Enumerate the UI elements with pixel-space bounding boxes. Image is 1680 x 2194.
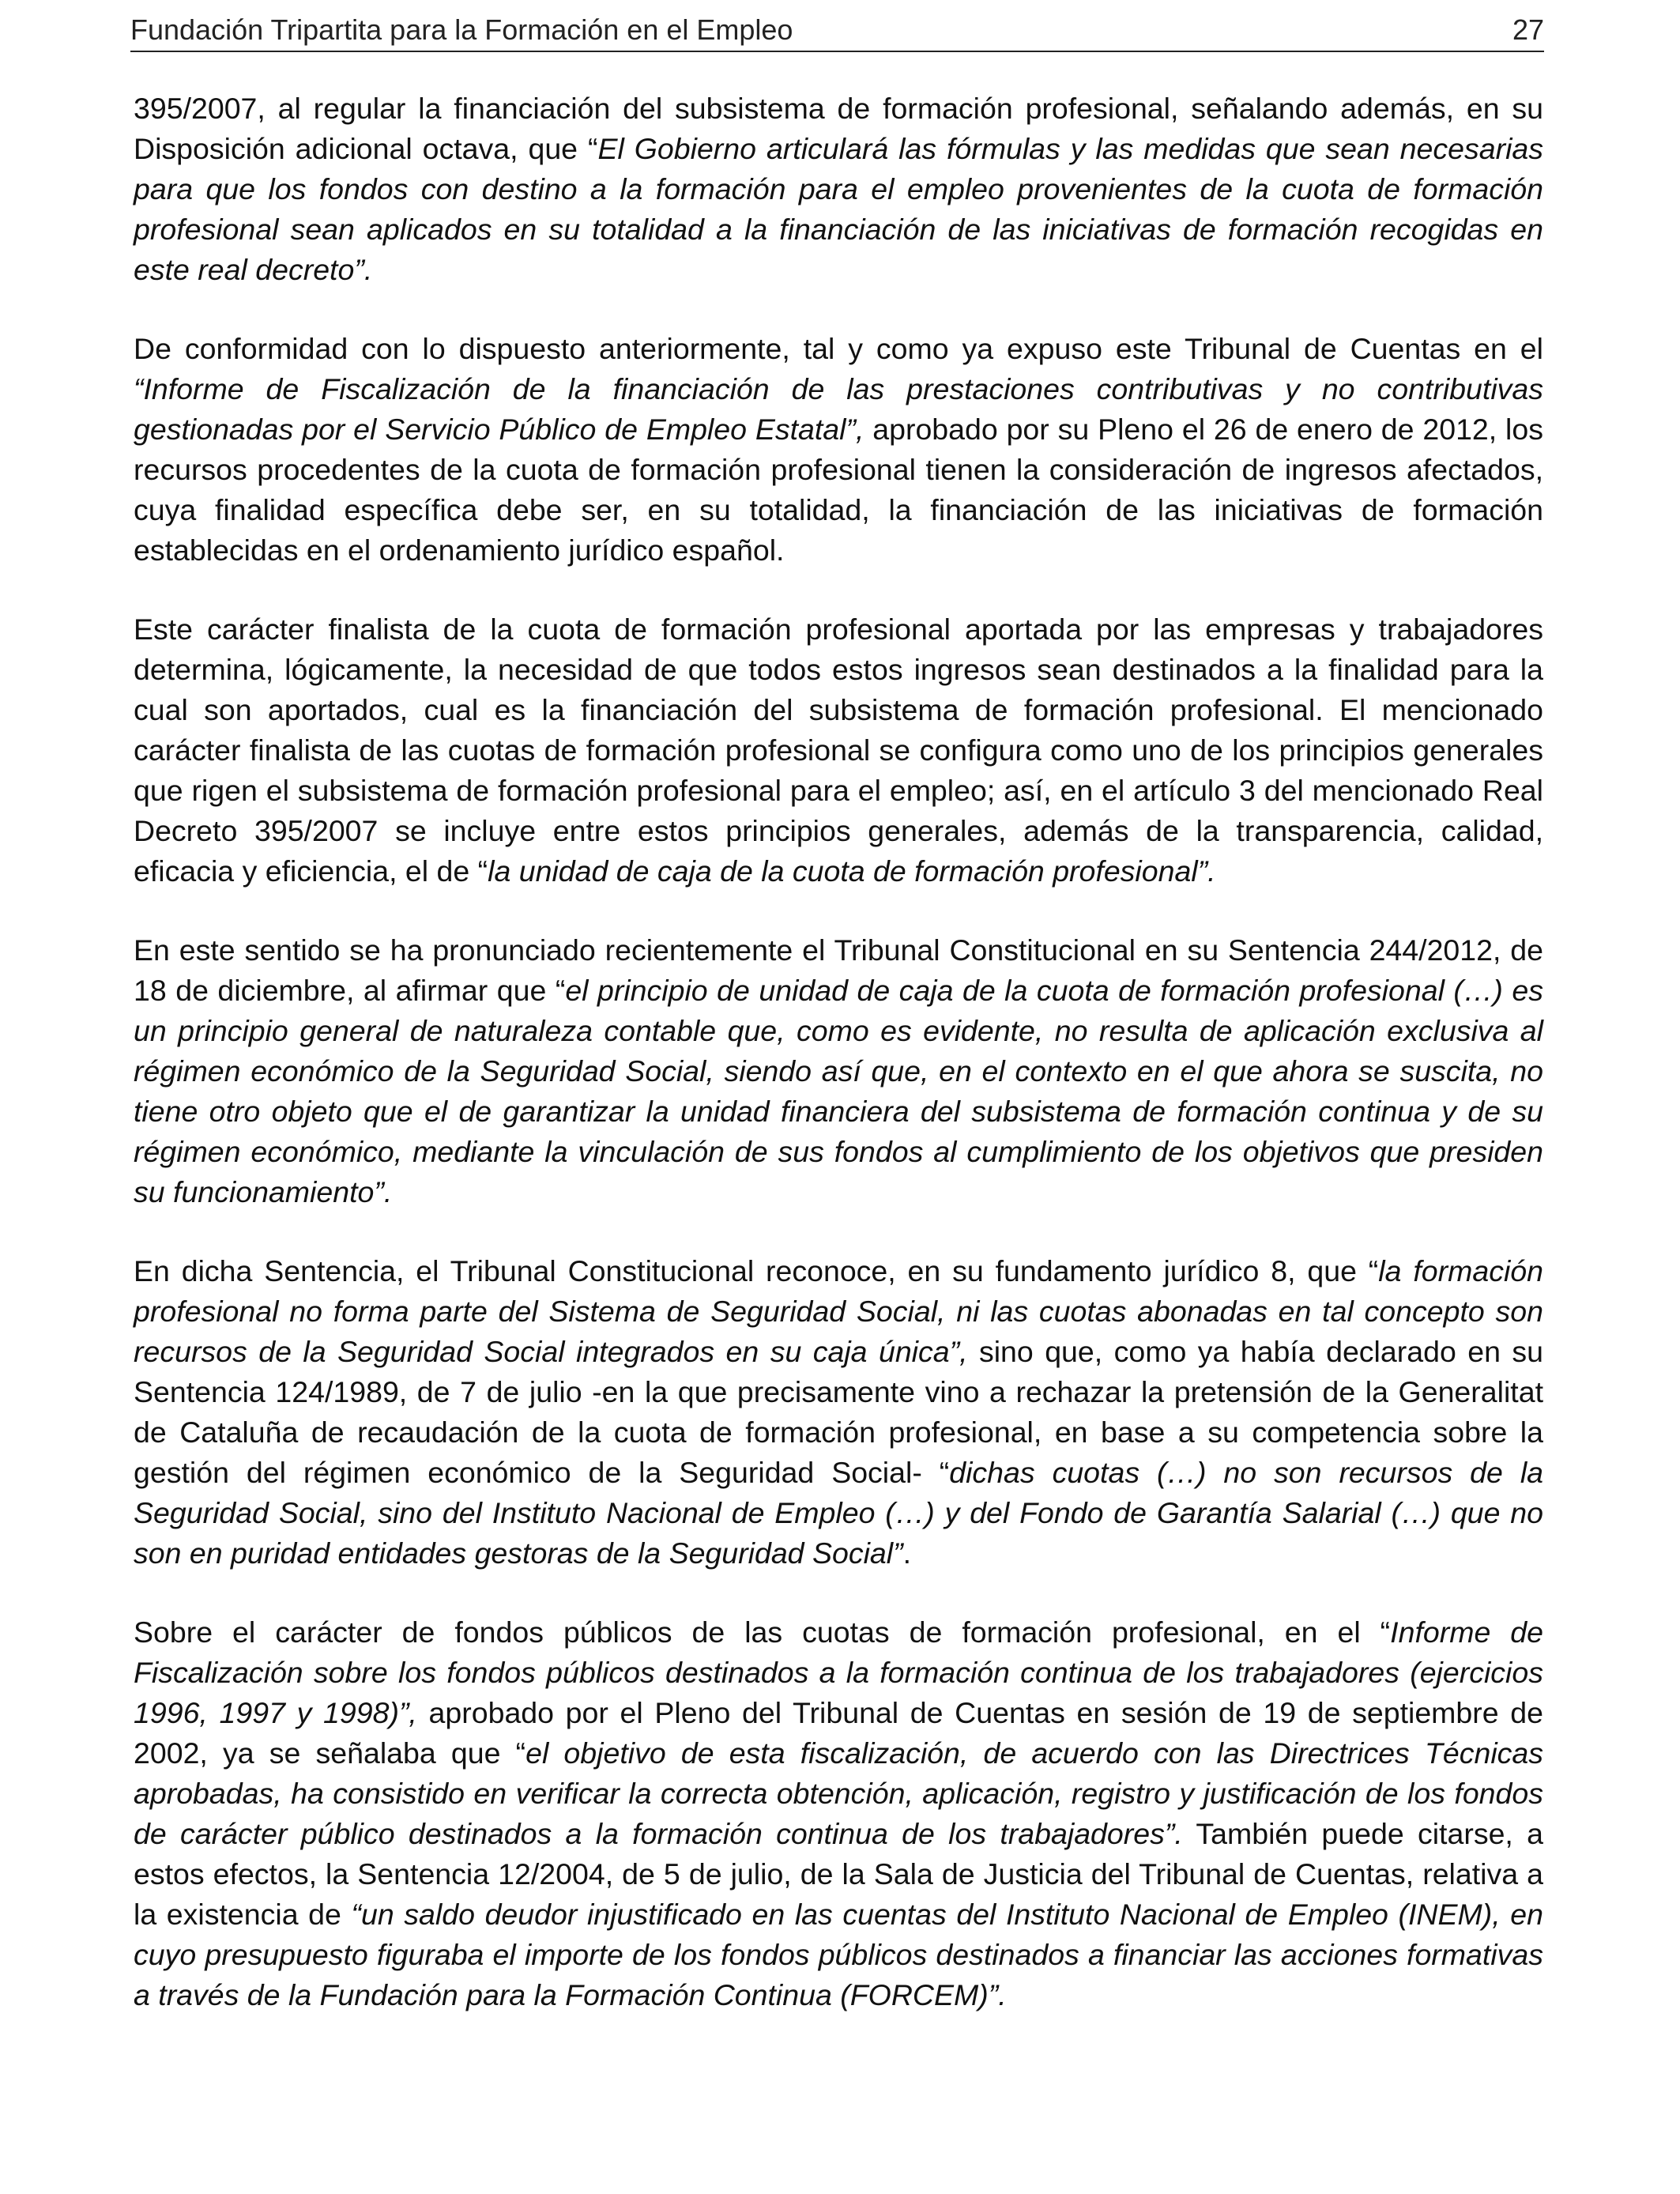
italic-quote: el principio de unidad de caja de la cuota de formación profesional (…) es un principio general de naturaleza contable que, como es evidente, no resulta de aplicación exclusiva al régimen económico de la Seguridad Social, siendo así que, en el contexto en el que ahora se suscita, no tiene otro objeto que el de garantizar la unidad financiera del subsistema de formación continua y de su régimen económico, mediante la vinculación de sus fondos al cumplimiento de los objetivos que presiden su funcionamiento”.: [134, 974, 1543, 1208]
text-run: Sobre el carácter de fondos públicos de las cuotas de formación profesional, en el “: [134, 1615, 1391, 1649]
header-title: Fundación Tripartita para la Formación en el Empleo: [130, 13, 793, 46]
paragraph-3: [134, 609, 1543, 892]
text-run: También puede citarse, a estos efectos, la Sentencia 12/2004, de 5 de julio, de la Sala de Justicia del Tribunal de Cuentas, relativa a la existencia de: [134, 1817, 1543, 1931]
page-number: 27: [1512, 13, 1544, 46]
italic-quote: Informe de Fiscalización sobre los fondos públicos destinados a la formación continua de los trabajadores (ejercicios 1996, 1997 y 1998)”,: [134, 1615, 1543, 1729]
italic-quote: “Informe de Fiscalización de la financiación de las prestaciones contributivas y no contributivas gestionadas por el Servicio Público de Empleo Estatal”,: [134, 372, 1543, 446]
document-body: [134, 89, 1543, 2054]
text-run: .: [902, 1536, 911, 1570]
text-run: aprobado por el Pleno del Tribunal de Cuentas en sesión de 19 de septiembre de 2002, ya se señalaba que “: [134, 1696, 1544, 1770]
italic-quote: “un saldo deudor injustificado en las cuentas del Instituto Nacional de Empleo (INEM), en cuyo presupuesto figuraba el importe de los fondos públicos destinados a financiar las acciones formativas a través de la Fundación para la Formación Continua (FORCEM)”.: [134, 1898, 1543, 2011]
page-header: [130, 8, 1544, 52]
paragraph-5: [134, 1251, 1543, 1574]
italic-quote: la unidad de caja de la cuota de formación profesional”.: [488, 854, 1216, 888]
italic-quote: dichas cuotas (…) no son recursos de la Seguridad Social, sino del Instituto Nacional de Empleo (…) y del Fondo de Garantía Salarial (…) que no son en puridad entidades gestoras de la Seguridad Social”: [134, 1456, 1544, 1570]
text-run: sino que, como ya había declarado en su Sentencia 124/1989, de 7 de julio -en la que precisamente vino a rechazar la pretensión de la Generalitat de Cataluña de recaudación de la cuota de formación profesional, en base a su competencia sobre la gestión del régimen económico de la Seguridad Social- “: [134, 1335, 1543, 1489]
paragraph-4: [134, 930, 1543, 1212]
text-run: De conformidad con lo dispuesto anteriormente, tal y como ya expuso este Tribunal de Cuentas en el: [134, 332, 1543, 365]
text-run: 395/2007, al regular la financiación del subsistema de formación profesional, señalando además, en su Disposición adicional octava, que “: [134, 92, 1543, 165]
paragraph-6: [134, 1612, 1543, 2015]
text-run: aprobado por su Pleno el 26 de enero de 2012, los recursos procedentes de la cuota de formación profesional tienen la consideración de ingresos afectados, cuya finalidad específica debe ser, en su totalidad, la financiación de las iniciativas de formación establecidas en el ordenamiento jurídico español.: [134, 413, 1543, 567]
italic-quote: la formación profesional no forma parte del Sistema de Seguridad Social, ni las cuotas abonadas en tal concepto son recursos de la Seguridad Social integrados en su caja única”,: [134, 1254, 1543, 1368]
text-run: Este carácter finalista de la cuota de formación profesional aportada por las empresas y trabajadores determina, lógicamente, la necesidad de que todos estos ingresos sean destinados a la finalidad para la cual son aportados, cual es la financiación del subsistema de formación profesional. El mencionado carácter finalista de las cuotas de formación profesional se configura como uno de los principios generales que rigen el subsistema de formación profesional para el empleo; así, en el artículo 3 del mencionado Real Decreto 395/2007 se incluye entre estos principios generales, además de la transparencia, calidad, eficacia y eficiencia, el de “: [134, 613, 1543, 888]
text-run: En este sentido se ha pronunciado recientemente el Tribunal Constitucional en su Sentencia 244/2012, de 18 de diciembre, al afirmar que “: [134, 933, 1543, 1007]
paragraph-2: [134, 329, 1543, 571]
text-run: En dicha Sentencia, el Tribunal Constitucional reconoce, en su fundamento jurídico 8, que “: [134, 1254, 1379, 1287]
paragraph-1: [134, 89, 1543, 290]
italic-quote: el objetivo de esta fiscalización, de acuerdo con las Directrices Técnicas aprobadas, ha consistido en verificar la correcta obtención, aplicación, registro y justificación de los fondos de carácter público destinados a la formación continua de los trabajadores”.: [134, 1736, 1544, 1850]
italic-quote: El Gobierno articulará las fórmulas y las medidas que sean necesarias para que los fondos con destino a la formación para el empleo provenientes de la cuota de formación profesional sean aplicados en su totalidad a la financiación de las iniciativas de formación recogidas en este real decreto”.: [134, 132, 1544, 286]
